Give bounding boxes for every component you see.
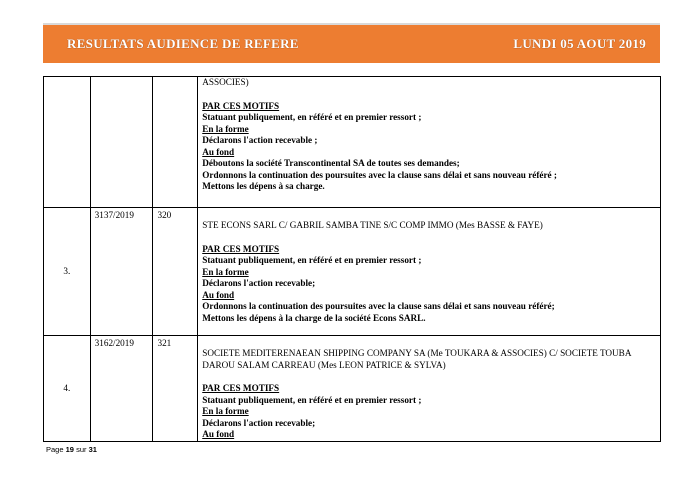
statuant-line: Statuant publiquement, en référé et en premier ressort ; <box>202 394 422 405</box>
row-content <box>198 208 661 336</box>
dispositif-line: Mettons les dépens à sa charge. <box>202 181 325 191</box>
page-header <box>43 23 660 63</box>
dispositif-line: Ordonnons la continuation des poursuites avec la clause sans délai et sans nouveau référé ; <box>202 169 557 180</box>
motifs-heading: PAR CES MOTIFS <box>202 243 280 254</box>
page-sep: sur <box>76 445 87 454</box>
motifs-heading: PAR CES MOTIFS <box>202 100 280 111</box>
forme-heading: En la forme <box>202 123 249 134</box>
row-rg: 3137/2019 <box>90 208 153 336</box>
table-row <box>44 336 661 442</box>
fond-heading: Au fond <box>202 146 235 157</box>
row-number <box>44 77 91 208</box>
row-ord <box>153 77 198 208</box>
forme-heading: En la forme <box>202 266 249 277</box>
row-content <box>198 77 661 208</box>
row-rg <box>90 77 153 208</box>
dispositif-line: Ordonnons la continuation des poursuites avec la clause sans délai et sans nouveau référé; <box>202 301 555 311</box>
parties-line: STE ECONS SARL C/ GABRIL SAMBA TINE S/C COMP IMMO (Mes BASSE & FAYE) <box>202 220 543 230</box>
motifs-heading: PAR CES MOTIFS <box>202 383 280 393</box>
page-total: 31 <box>88 445 97 454</box>
header-title: RESULTATS AUDIENCE DE REFERE <box>67 36 299 51</box>
row-number: 3. <box>44 208 91 336</box>
row-ord: 320 <box>153 208 198 336</box>
header-date: LUNDI 05 AOUT 2019 <box>513 36 646 51</box>
dispositif-line: Mettons les dépens à la charge de la société Econs SARL. <box>202 312 426 323</box>
fond-heading: Au fond <box>202 289 235 300</box>
results-table <box>43 76 661 442</box>
page-label: Page <box>46 445 64 454</box>
page-current: 19 <box>65 445 74 454</box>
forme-heading: En la forme <box>202 406 249 416</box>
table-row <box>44 208 661 336</box>
declarons-line: Déclarons l'action recevable; <box>202 278 316 288</box>
row-rg: 3162/2019 <box>90 336 153 442</box>
dispositif-line: Déboutons la société Transcontinental SA de toutes ses demandes; <box>202 158 460 168</box>
table-row <box>44 77 661 208</box>
row-ord: 321 <box>153 336 198 442</box>
parties-line: DAROU SALAM CARREAU (Mes LEON PATRICE & SYLVA) <box>202 359 446 370</box>
parties-line: ASSOCIES) <box>202 77 249 87</box>
row-number: 4. <box>44 336 91 442</box>
declarons-line: Déclarons l'action recevable ; <box>202 135 318 145</box>
statuant-line: Statuant publiquement, en référé et en premier ressort ; <box>202 255 422 265</box>
row-content <box>198 336 661 442</box>
page-footer <box>46 445 97 454</box>
parties-line: SOCIETE MEDITERENAEAN SHIPPING COMPANY SA (Me TOUKARA & ASSOCIES) C/ SOCIETE TOUBA <box>202 348 632 358</box>
statuant-line: Statuant publiquement, en référé et en premier ressort ; <box>202 112 422 122</box>
declarons-line: Déclarons l'action recevable; <box>202 417 316 428</box>
fond-heading: Au fond <box>202 429 235 439</box>
